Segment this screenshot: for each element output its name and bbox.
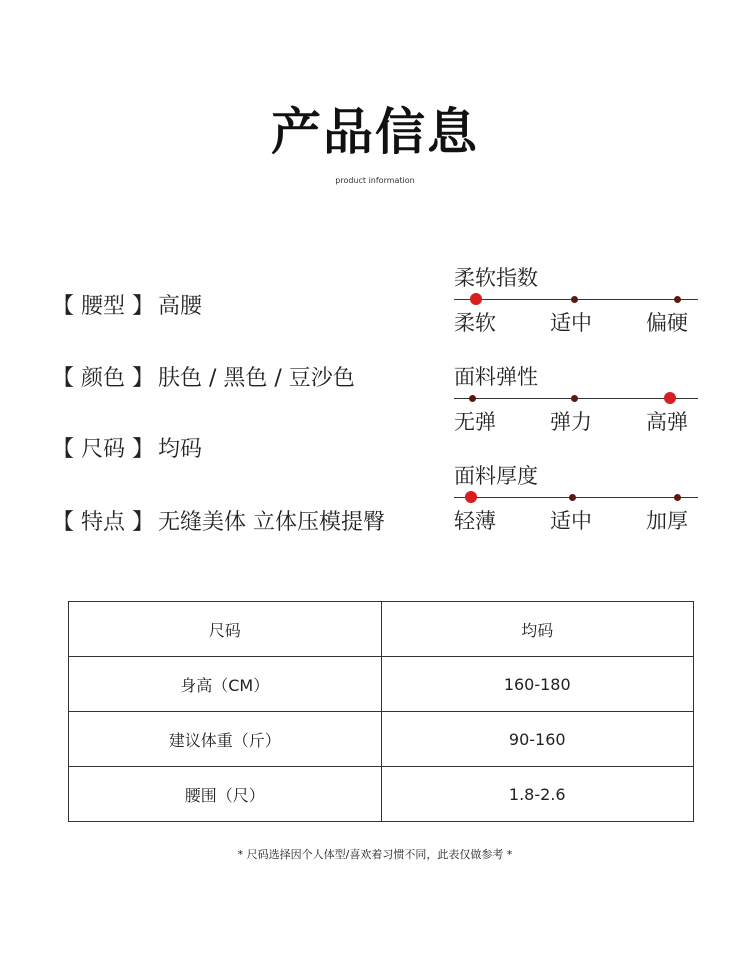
scale-dot [674,296,681,303]
table-row [69,767,694,822]
attribute-label: 【 颜色 】 [52,366,154,391]
table-cell: 1.8-2.6 [381,767,694,822]
scale-thickness [454,461,698,531]
scale-dot [465,491,477,503]
page-title: 产品信息 [271,103,479,161]
scale-elasticity [454,362,698,432]
scale-dot [674,494,681,501]
attribute-size [52,432,202,463]
scale-title: 柔软指数 [454,266,538,290]
scale-dot [569,494,576,501]
page-subtitle: product information [335,176,415,185]
table-cell: 90-160 [381,712,694,767]
attribute-value: 高腰 [158,294,203,319]
scale-softness [454,263,698,333]
size-table [68,601,694,822]
attribute-feature [52,505,385,536]
scale-label: 无弹 [454,410,496,434]
scale-dot [664,392,676,404]
scale-title: 面料厚度 [454,464,538,488]
scale-label: 弹力 [550,410,592,434]
table-cell: 160-180 [381,657,694,712]
table-cell: 腰围（尺） [69,767,382,822]
scale-dot [571,395,578,402]
scale-label: 高弹 [646,410,688,434]
size-note: * 尺码选择因个人体型/喜欢着习惯不同，此表仅做参考 * [237,848,513,861]
scale-label: 偏硬 [646,311,688,335]
table-cell: 身高（CM） [69,657,382,712]
attribute-value: 肤色 / 黑色 / 豆沙色 [158,366,355,391]
table-row [69,712,694,767]
attribute-value: 无缝美体 立体压模提臀 [158,510,385,535]
scale-label: 柔软 [454,311,496,335]
scale-dot [571,296,578,303]
scale-label: 加厚 [646,509,688,533]
scale-track [454,293,698,305]
scale-line [454,497,698,498]
scale-dot [470,293,482,305]
scale-dot [469,395,476,402]
scale-title: 面料弹性 [454,365,538,389]
attribute-waist-type [52,289,202,320]
attribute-label: 【 特点 】 [52,510,154,535]
scale-label: 适中 [550,311,592,335]
scale-track [454,491,698,503]
attribute-label: 【 尺码 】 [52,437,154,462]
table-header-row [69,602,694,657]
table-cell: 建议体重（斤） [69,712,382,767]
attribute-label: 【 腰型 】 [52,294,154,319]
table-row [69,657,694,712]
attribute-color [52,361,355,392]
attribute-value: 均码 [158,437,203,462]
table-header-cell: 尺码 [69,602,382,657]
scale-label: 轻薄 [454,509,496,533]
table-header-cell: 均码 [381,602,694,657]
scale-label: 适中 [550,509,592,533]
scale-track [454,392,698,404]
